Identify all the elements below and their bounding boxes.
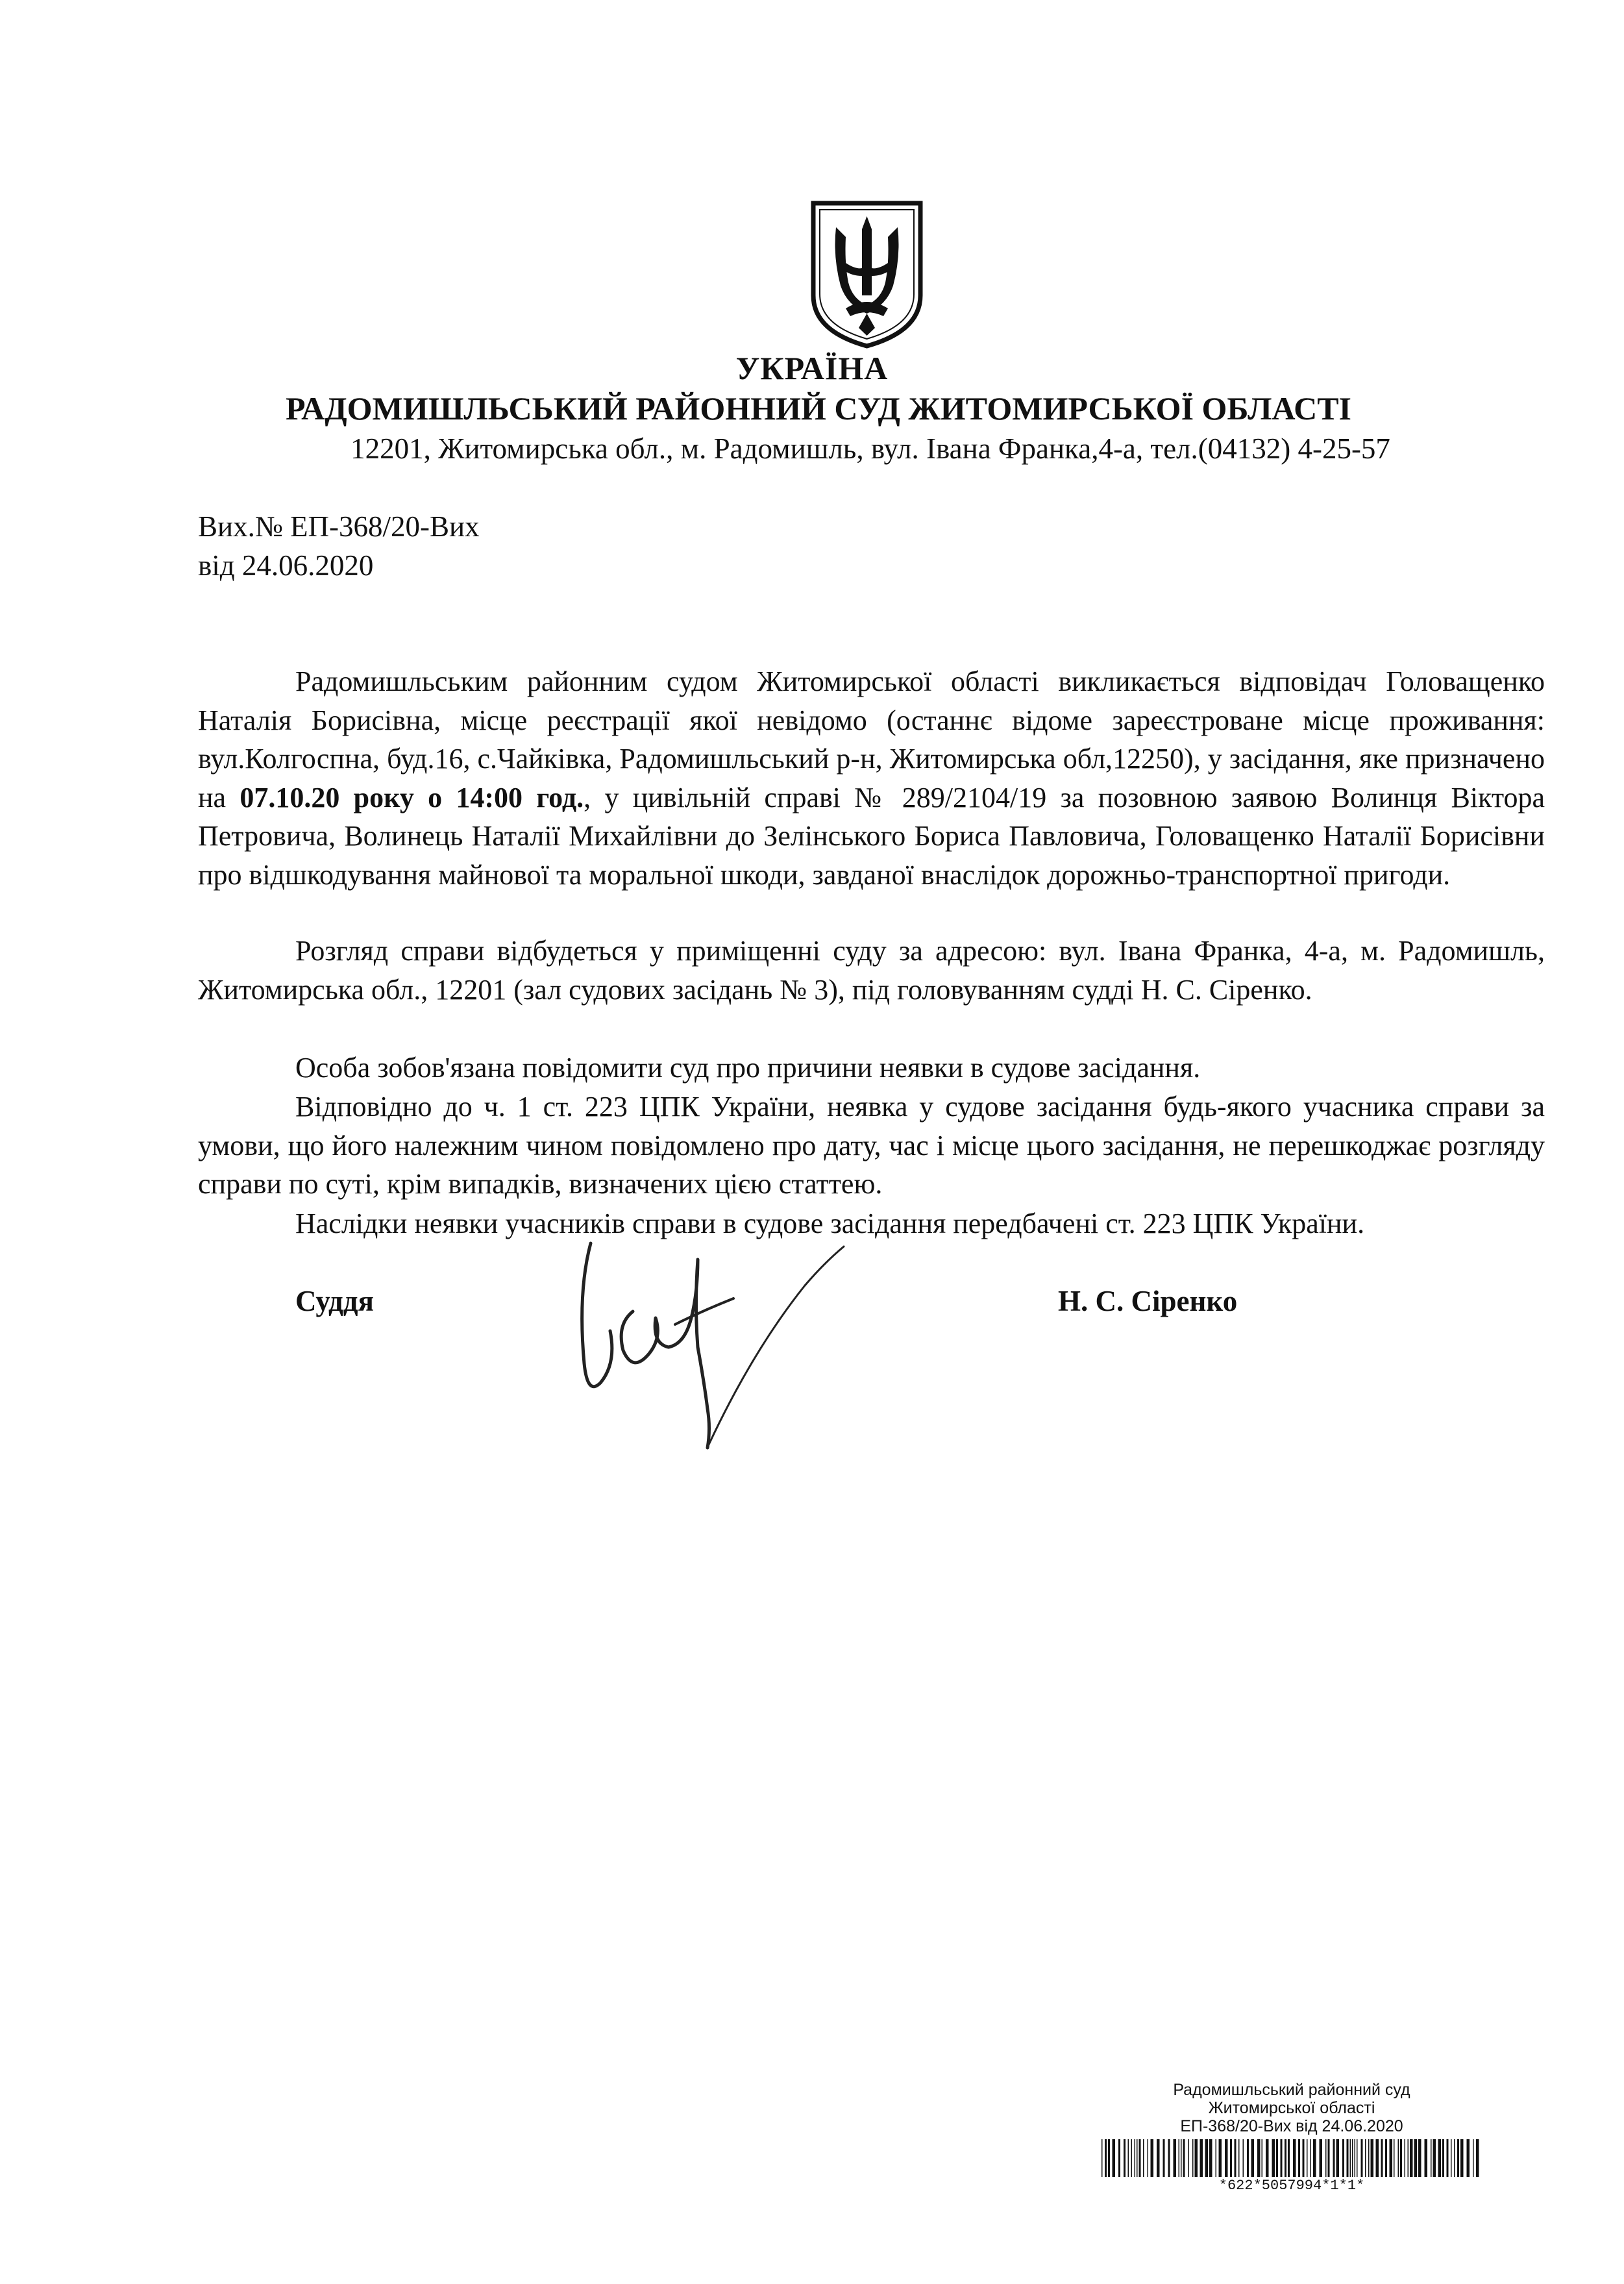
- hearing-datetime: 07.10.20 року о 14:00 год.: [240, 781, 584, 813]
- barcode-bar: [1457, 2139, 1459, 2177]
- barcode-bar: [1163, 2139, 1165, 2177]
- barcode-bar: [1225, 2139, 1228, 2177]
- barcode-bar: [1113, 2139, 1116, 2177]
- barcode-bar: [1192, 2139, 1194, 2177]
- barcode-bar: [1368, 2139, 1370, 2177]
- barcode-bar: [1414, 2139, 1418, 2177]
- barcode-bar: [1139, 2139, 1141, 2177]
- barcode-bar: [1394, 2139, 1395, 2177]
- barcode-bar: [1336, 2139, 1340, 2177]
- barcode-bar: [1467, 2139, 1470, 2177]
- barcode-bar: [1405, 2139, 1406, 2177]
- legal-basis-paragraph: [198, 1087, 1545, 1204]
- trident-coat-of-arms-icon: [807, 198, 927, 351]
- barcode-bar: [1361, 2139, 1363, 2177]
- barcode-bar: [1442, 2139, 1444, 2177]
- outgoing-number: Вих.№ ЕП-368/20-Вих: [198, 510, 480, 543]
- barcode-bar: [1385, 2139, 1387, 2177]
- barcode-bar: [1433, 2139, 1436, 2177]
- summons-text-end: , у цивільній справі № 289/2104/19 за позовною заявою Волинця Віктора Петровича, Волинець Наталії Михайлівни до Зелінського Бориса Павловича, Головащенко Наталії Борисівни про відшкодування майнової та моральної шкоди, завданої внаслідок дорожньо-транспортної пригоди.: [198, 781, 1545, 891]
- barcode-bar: [1476, 2139, 1479, 2177]
- barcode-bar: [1179, 2139, 1180, 2177]
- barcode-bar: [1313, 2139, 1316, 2177]
- barcode-bar: [1238, 2139, 1240, 2177]
- barcode-bar: [1298, 2139, 1300, 2177]
- barcode-bar: [1230, 2139, 1232, 2177]
- barcode-bar: [1281, 2139, 1283, 2177]
- barcode-bar: [1216, 2139, 1217, 2177]
- barcode-bar: [1371, 2139, 1374, 2177]
- judge-name: Н. С. Сіренко: [1058, 1285, 1238, 1317]
- barcode-bar: [1425, 2139, 1428, 2177]
- barcode-bar: [1310, 2139, 1311, 2177]
- summons-text-start: Радомишльським районним судом Житомирської області викликається відповідач Головащенко Наталія Борисівна, місце реєстрації якої невідомо (останнє відоме зареєстроване місце проживання: вул.Колгоспна, буд.16, с.Чайківка, Радомишльський р-н, Житомирська обл,12250), у засідання, яке призначено на: [198, 665, 1545, 813]
- registration-court-line: Радомишльський районний суд: [1173, 2081, 1410, 2099]
- barcode-bar: [1400, 2139, 1402, 2177]
- consequences-paragraph: [198, 1204, 1545, 1243]
- barcode-bar: [1128, 2139, 1129, 2177]
- barcode-bar: [1390, 2139, 1393, 2177]
- barcode-bar: [1303, 2139, 1305, 2177]
- barcode-bar: [1124, 2139, 1126, 2177]
- barcode-bar: [1157, 2139, 1160, 2177]
- barcode-bar: [1235, 2139, 1236, 2177]
- outgoing-date: від 24.06.2020: [198, 549, 374, 582]
- barcode-bar: [1410, 2139, 1413, 2177]
- hearing-location-paragraph: [198, 932, 1545, 1009]
- barcode-bar: [1272, 2139, 1275, 2177]
- barcode-bar: [1257, 2139, 1261, 2177]
- barcode-bar: [1325, 2139, 1327, 2177]
- barcode-bar: [1408, 2139, 1409, 2177]
- barcode-bar: [1342, 2139, 1344, 2177]
- barcode-bar: [1105, 2139, 1107, 2177]
- court-address: 12201, Житомирська обл., м. Радомишль, вул. Івана Франка,4-а, тел.(04132) 4-25-57: [351, 432, 1390, 465]
- barcode-bar: [1451, 2139, 1452, 2177]
- barcode-bar: [1454, 2139, 1455, 2177]
- country-heading: УКРАЇНА: [735, 350, 889, 386]
- barcode-bar: [1137, 2139, 1138, 2177]
- barcode-bar: [1262, 2139, 1263, 2177]
- barcode-bar: [1219, 2139, 1222, 2177]
- barcode-bar: [1243, 2139, 1244, 2177]
- barcode: [1100, 2139, 1483, 2177]
- signature-role: Суддя: [295, 1285, 374, 1317]
- summons-paragraph: [198, 662, 1545, 894]
- barcode-bar: [1118, 2139, 1120, 2177]
- barcode-bar: [1333, 2139, 1335, 2177]
- notify-obligation-text: Особа зобов'язана повідомити суд про причини неявки в судове засідання.: [295, 1052, 1201, 1084]
- barcode-bar: [1148, 2139, 1149, 2177]
- barcode-bar: [1195, 2139, 1198, 2177]
- barcode-bar: [1328, 2139, 1330, 2177]
- barcode-bar: [1276, 2139, 1278, 2177]
- barcode-bar: [1447, 2139, 1449, 2177]
- handwritten-signature: [571, 1234, 857, 1474]
- barcode-bar: [1460, 2139, 1464, 2177]
- barcode-bar: [1355, 2139, 1356, 2177]
- barcode-bar: [1151, 2139, 1154, 2177]
- barcode-bar: [1352, 2139, 1353, 2177]
- consequences-text: Наслідки неявки учасників справи в судове засідання передбачені ст. 223 ЦПК України.: [295, 1208, 1365, 1239]
- registration-number-line: ЕП-368/20-Вих від 24.06.2020: [1180, 2117, 1403, 2135]
- barcode-bar: [1108, 2139, 1110, 2177]
- barcode-bar: [1205, 2139, 1209, 2177]
- barcode-bar: [1251, 2139, 1255, 2177]
- legal-basis-text: Відповідно до ч. 1 ст. 223 ЦПК України, неявка у судове засідання будь-якого учасника справи за умови, що його належним чином повідомлено про дату, час і місце цього засідання, не перешкоджає розгляду справи по суті, крім випадків, визначених цією статтею.: [198, 1091, 1545, 1200]
- barcode-bar: [1431, 2139, 1432, 2177]
- barcode-bar: [1183, 2139, 1185, 2177]
- barcode-bar: [1266, 2139, 1269, 2177]
- barcode-bar: [1168, 2139, 1170, 2177]
- barcode-bar: [1418, 2139, 1421, 2177]
- barcode-bar: [1285, 2139, 1286, 2177]
- barcode-bar: [1347, 2139, 1349, 2177]
- barcode-bar: [1293, 2139, 1296, 2177]
- registration-region-line: Житомирської області: [1208, 2099, 1375, 2117]
- hearing-location-text: Розгляд справи відбудеться у приміщенні суду за адресою: вул. Івана Франка, 4-а, м. Радомишль, Житомирська обл., 12201 (зал судових засідань № 3), під головуванням судді Н. С. Сіренко.: [198, 935, 1545, 1006]
- court-name-heading: РАДОМИШЛЬСЬКИЙ РАЙОННИЙ СУД ЖИТОМИРСЬКОЇ ОБЛАСТІ: [285, 390, 1352, 427]
- barcode-bar: [1143, 2139, 1144, 2177]
- barcode-bar: [1209, 2139, 1212, 2177]
- barcode-bar: [1320, 2139, 1323, 2177]
- barcode-bar: [1174, 2139, 1177, 2177]
- barcode-bar: [1181, 2139, 1182, 2177]
- notify-obligation-paragraph: [198, 1049, 1545, 1087]
- barcode-bar: [1200, 2139, 1203, 2177]
- barcode-bar: [1101, 2139, 1103, 2177]
- barcode-bar: [1473, 2139, 1474, 2177]
- barcode-bar: [1247, 2139, 1249, 2177]
- barcode-bar: [1438, 2139, 1442, 2177]
- barcode-bar: [1307, 2139, 1308, 2177]
- barcode-bar: [1350, 2139, 1351, 2177]
- barcode-text: *622*5057994*1*1*: [1218, 2178, 1365, 2194]
- barcode-bar: [1288, 2139, 1290, 2177]
- barcode-bar: [1131, 2139, 1133, 2177]
- barcode-bar: [1398, 2139, 1399, 2177]
- barcode-bar: [1357, 2139, 1358, 2177]
- barcode-bar: [1188, 2139, 1190, 2177]
- registration-stamp: [1081, 2081, 1503, 2194]
- barcode-bar: [1376, 2139, 1379, 2177]
- barcode-bar: [1365, 2139, 1366, 2177]
- barcode-bar: [1135, 2139, 1136, 2177]
- barcode-bar: [1381, 2139, 1383, 2177]
